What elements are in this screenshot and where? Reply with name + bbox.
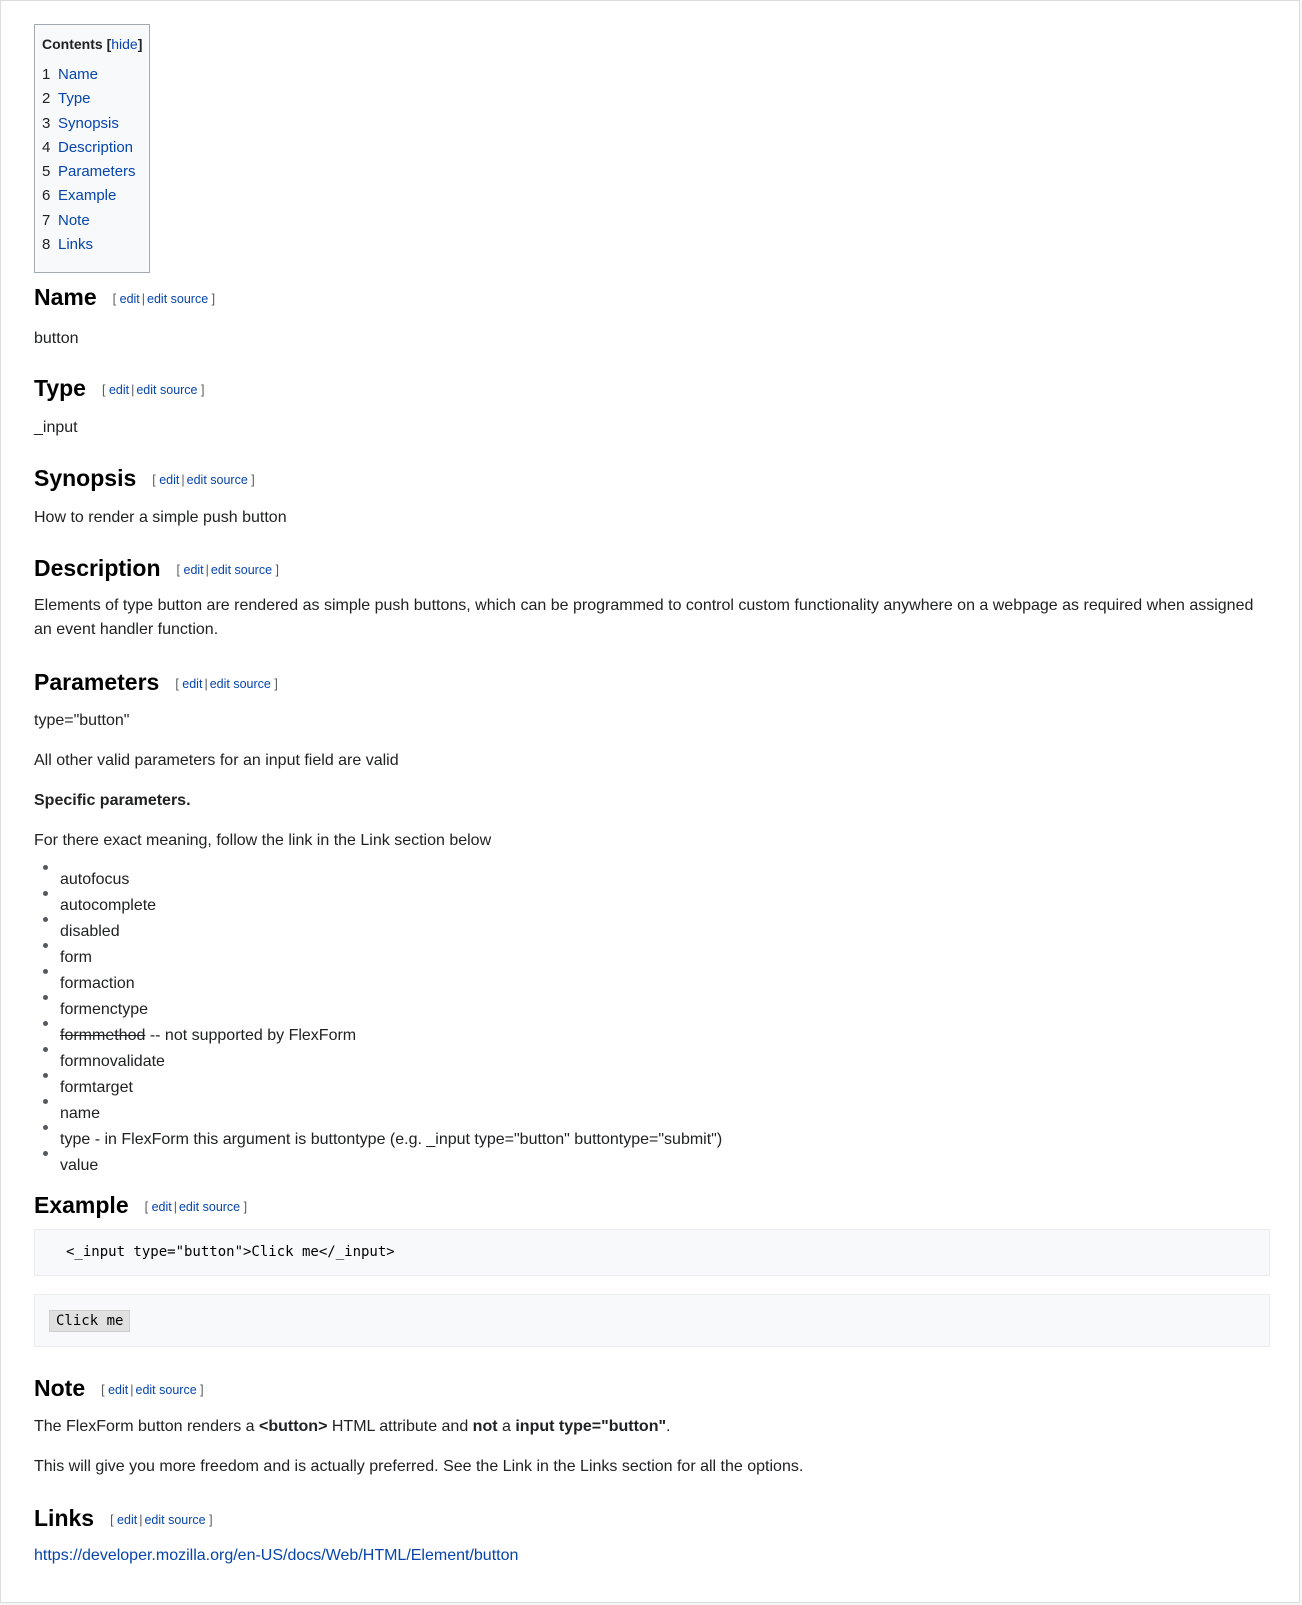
- toc-item[interactable]: [42, 160, 142, 184]
- edit-bracket-open: [: [176, 563, 181, 577]
- edit-separator: |: [181, 473, 185, 487]
- synopsis-text: How to render a simple push button: [34, 509, 287, 526]
- toc-item-number: 2: [42, 90, 51, 108]
- list-item: name: [34, 1097, 722, 1123]
- section-heading-synopsis: [34, 465, 255, 492]
- edit-source-link[interactable]: edit source: [147, 292, 209, 306]
- bullet-icon: [43, 1151, 48, 1156]
- heading-parameters: Parameters: [34, 669, 160, 695]
- edit-bracket-open: [: [101, 1383, 105, 1397]
- edit-link[interactable]: edit: [117, 1513, 138, 1527]
- parameters-follow: For there exact meaning, follow the link in the Link section below: [34, 832, 492, 849]
- parameters-list: [34, 863, 722, 1175]
- toc-header: [42, 36, 142, 52]
- description-text: Elements of type button are rendered as simple push buttons, which can be programmed to control custom functionality anywhere on a webpage as required when assigned an event handler function.: [34, 597, 1254, 638]
- edit-bracket-close: ]: [243, 1200, 248, 1214]
- list-item: autocomplete: [34, 889, 722, 915]
- edit-link[interactable]: edit: [108, 1383, 129, 1397]
- bullet-icon: [43, 943, 48, 948]
- toc-item-number: 5: [42, 163, 51, 181]
- edit-separator: |: [205, 563, 209, 577]
- edit-separator: |: [139, 1513, 143, 1527]
- edit-separator: |: [131, 383, 135, 397]
- toc-item[interactable]: [42, 233, 142, 257]
- edit-link[interactable]: edit: [183, 563, 204, 577]
- code-block: [34, 1229, 1270, 1276]
- parameters-other: All other valid parameters for an input field are valid: [34, 752, 399, 769]
- edit-separator: |: [204, 677, 208, 691]
- bullet-icon: [43, 891, 48, 896]
- heading-example: Example: [34, 1192, 129, 1218]
- toc-toggle-open: [: [106, 36, 112, 52]
- edit-bracket-open: [: [175, 677, 179, 691]
- heading-links: Links: [34, 1505, 95, 1531]
- edit-section-note: [101, 1383, 204, 1397]
- heading-note: Note: [34, 1375, 86, 1401]
- edit-source-link[interactable]: edit source: [186, 473, 248, 487]
- bullet-icon: [43, 1125, 48, 1130]
- section-heading-type: [34, 375, 204, 402]
- mdn-button-link[interactable]: https://developer.mozilla.org/en-US/docs/Web/HTML/Element/button: [34, 1547, 519, 1564]
- edit-bracket-open: [: [110, 1513, 114, 1527]
- list-item: formtarget: [34, 1071, 722, 1097]
- bullet-icon: [43, 865, 48, 870]
- edit-section-example: [145, 1200, 248, 1214]
- toc-item-number: 7: [42, 211, 51, 229]
- toc-item-number: 6: [42, 187, 51, 205]
- list-item: type - in FlexForm this argument is buttontype (e.g. _input type="button" buttontype="submit"): [34, 1123, 722, 1149]
- edit-link[interactable]: edit: [119, 292, 140, 306]
- table-of-contents: [34, 24, 150, 273]
- toc-item-link[interactable]: Synopsis: [58, 114, 119, 132]
- edit-link[interactable]: edit: [108, 383, 130, 397]
- edit-bracket-close: ]: [201, 383, 205, 397]
- edit-bracket-open: [: [101, 383, 106, 397]
- toc-item[interactable]: [42, 209, 142, 233]
- section-heading-example: [34, 1192, 247, 1219]
- heading-description: Description: [34, 555, 161, 581]
- edit-section-type: [102, 383, 205, 397]
- edit-section-description: [177, 563, 280, 577]
- toc-hide-link[interactable]: hide: [111, 36, 138, 52]
- heading-synopsis: Synopsis: [34, 465, 137, 491]
- toc-item-link[interactable]: Name: [58, 66, 99, 83]
- section-heading-parameters: [34, 669, 278, 696]
- formmethod-note: -- not supported by FlexForm: [145, 1027, 357, 1044]
- toc-item[interactable]: [42, 136, 142, 160]
- toc-item[interactable]: [42, 87, 142, 111]
- edit-section-links: [110, 1513, 213, 1527]
- toc-item-link[interactable]: Example: [58, 187, 117, 205]
- toc-item-link[interactable]: Links: [58, 236, 94, 254]
- toc-item-link[interactable]: Description: [58, 138, 134, 156]
- bullet-icon: [43, 1021, 48, 1026]
- bullet-icon: [43, 1099, 48, 1104]
- type-value: _input: [34, 419, 78, 436]
- example-code: <_input type="button">Click me</_input>: [66, 1244, 395, 1260]
- parameters-specific-heading: Specific parameters.: [34, 792, 191, 809]
- name-value: button: [34, 330, 79, 347]
- note-paragraph-1: The FlexForm button renders a <button> HTML attribute and not a input type="button".: [34, 1418, 671, 1435]
- edit-link[interactable]: edit: [159, 473, 180, 487]
- list-item: formenctype: [34, 993, 722, 1019]
- edit-separator: |: [173, 1200, 177, 1214]
- parameters-type: type="button": [34, 712, 130, 729]
- toc-item[interactable]: [42, 63, 142, 87]
- list-item: [34, 1019, 722, 1045]
- toc-item-number: 1: [42, 66, 51, 83]
- edit-separator: |: [130, 1383, 134, 1397]
- toc-item[interactable]: [42, 112, 142, 136]
- list-item: formaction: [34, 967, 722, 993]
- heading-name: Name: [34, 284, 97, 310]
- bullet-icon: [43, 969, 48, 974]
- edit-section-synopsis: [152, 473, 255, 487]
- edit-bracket-close: ]: [251, 473, 255, 487]
- links-paragraph: [34, 1544, 518, 1568]
- edit-section-parameters: [175, 677, 278, 691]
- edit-bracket-open: [: [152, 473, 156, 487]
- edit-bracket-close: ]: [209, 1513, 213, 1527]
- toc-item-link[interactable]: Type: [58, 90, 91, 108]
- toc-item-number: 8: [42, 236, 51, 254]
- heading-type: Type: [34, 375, 86, 401]
- section-heading-description: [34, 555, 279, 582]
- formmethod-strikethrough: formmethod: [60, 1027, 146, 1044]
- edit-bracket-open: [: [144, 1200, 149, 1214]
- list-item: formnovalidate: [34, 1045, 722, 1071]
- list-item: autofocus: [34, 863, 722, 889]
- toc-item-link[interactable]: Parameters: [58, 163, 136, 181]
- toc-list: [42, 63, 142, 257]
- edit-source-link[interactable]: edit source: [136, 383, 198, 397]
- edit-bracket-close: ]: [211, 292, 216, 306]
- edit-source-link[interactable]: edit source: [210, 563, 273, 577]
- edit-bracket-close: ]: [274, 677, 278, 691]
- bullet-icon: [43, 917, 48, 922]
- edit-bracket-close: ]: [275, 563, 280, 577]
- edit-link[interactable]: edit: [151, 1200, 172, 1214]
- note-paragraph-2: This will give you more freedom and is actually preferred. See the Link in the Links section for all the options.: [34, 1458, 804, 1475]
- toc-toggle-close: ]: [137, 36, 143, 52]
- section-heading-links: [34, 1505, 213, 1532]
- edit-bracket-open: [: [112, 292, 117, 306]
- list-item: form: [34, 941, 722, 967]
- list-item: value: [34, 1149, 722, 1175]
- edit-link[interactable]: edit: [182, 677, 203, 691]
- toc-item[interactable]: [42, 184, 142, 208]
- edit-source-link[interactable]: edit source: [135, 1383, 197, 1397]
- toc-title: Contents: [42, 36, 103, 52]
- edit-source-link[interactable]: edit source: [209, 677, 271, 691]
- example-output: [34, 1294, 1270, 1347]
- toc-item-link[interactable]: Note: [58, 211, 90, 229]
- bullet-icon: [43, 995, 48, 1000]
- edit-bracket-close: ]: [200, 1383, 204, 1397]
- edit-section-name: [113, 292, 216, 306]
- toc-item-number: 4: [42, 138, 51, 156]
- list-item: disabled: [34, 915, 722, 941]
- section-heading-name: [34, 284, 215, 311]
- edit-separator: |: [141, 292, 146, 306]
- toc-item-number: 3: [42, 114, 51, 132]
- section-heading-note: [34, 1375, 204, 1402]
- edit-source-link[interactable]: edit source: [144, 1513, 206, 1527]
- click-me-button[interactable]: Click me: [49, 1310, 130, 1332]
- bullet-icon: [43, 1073, 48, 1078]
- edit-source-link[interactable]: edit source: [178, 1200, 241, 1214]
- bullet-icon: [43, 1047, 48, 1052]
